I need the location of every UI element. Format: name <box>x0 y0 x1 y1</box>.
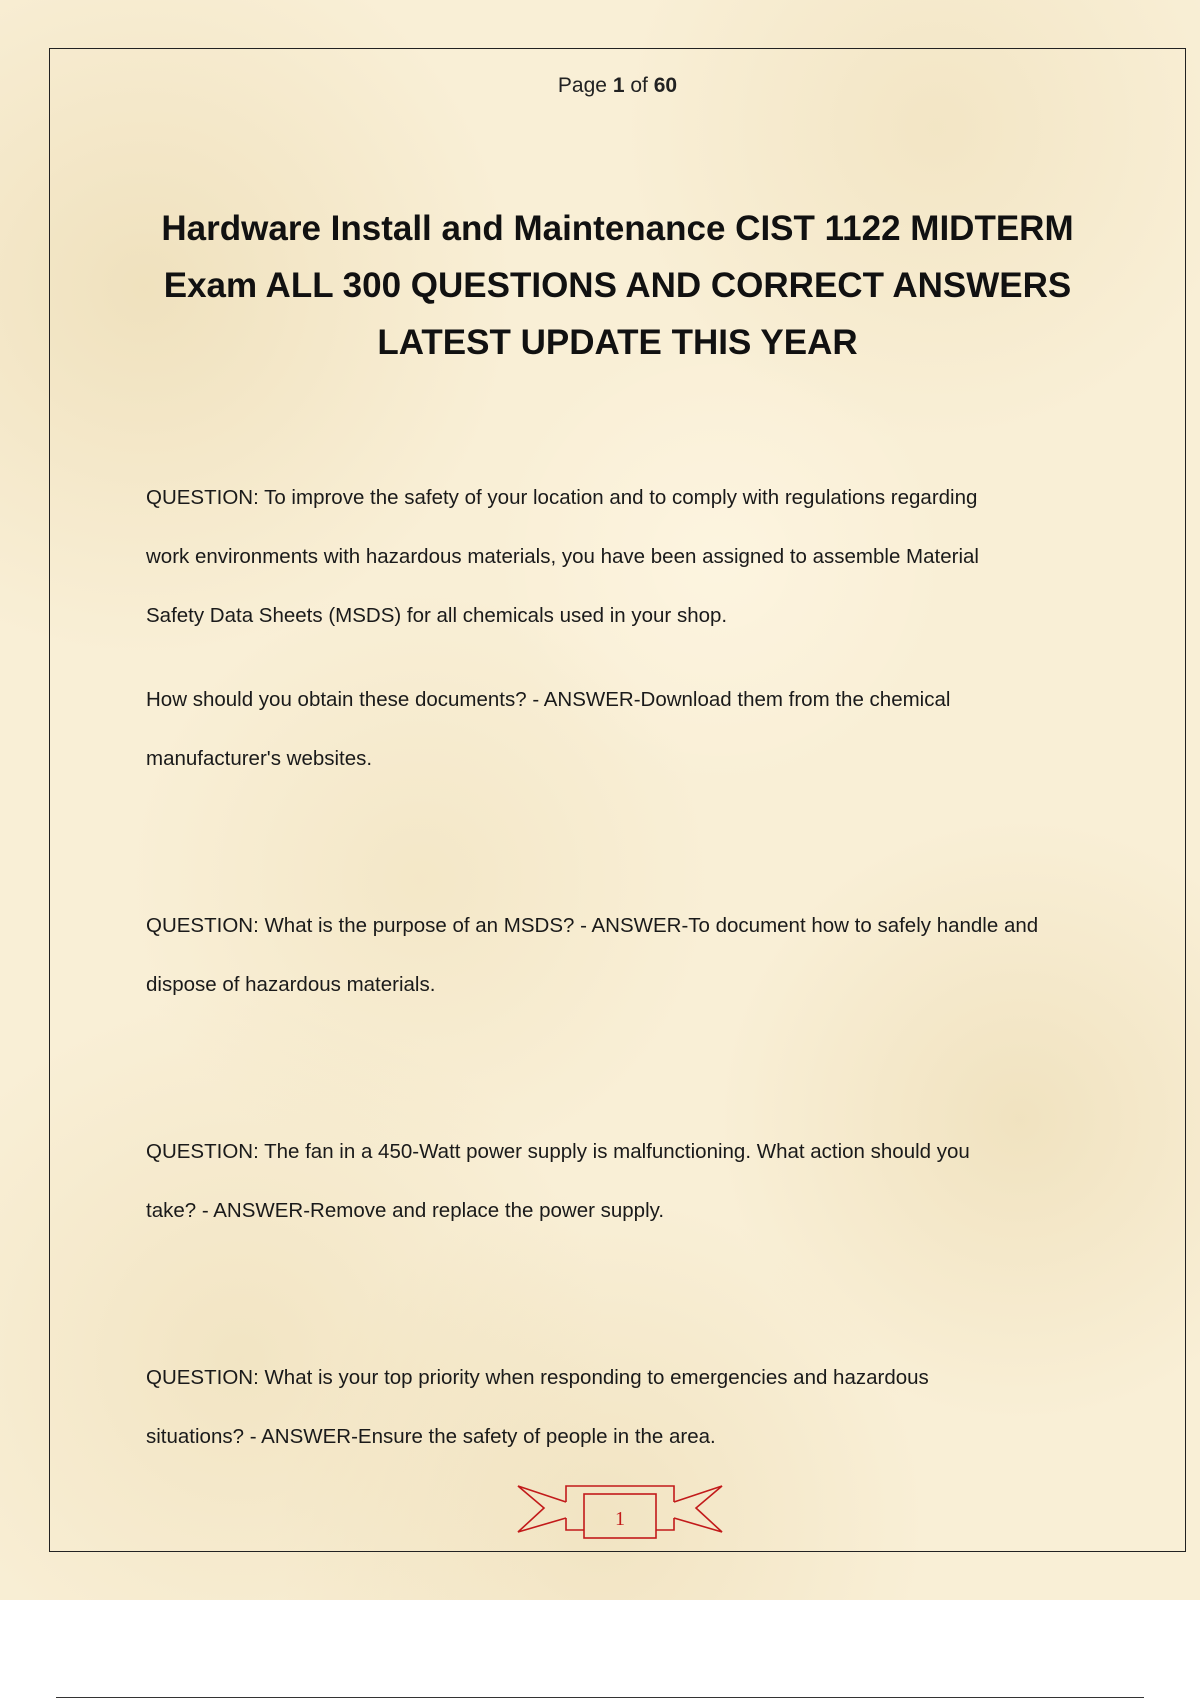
ribbon-page-number: 1 <box>615 1508 625 1530</box>
page-prefix: Page <box>557 74 607 97</box>
page-total: 60 <box>653 74 678 97</box>
qa-line: QUESTION: What is the purpose of an MSDS? - ANSWER-To document how to safely handle and <box>146 914 1039 937</box>
answer-block-1 <box>146 670 1096 788</box>
qa-line: situations? - ANSWER-Ensure the safety of people in the area. <box>146 1425 716 1448</box>
document-title <box>120 200 1115 371</box>
qa-line: QUESTION: The fan in a 450-Watt power supply is malfunctioning. What action should you <box>146 1140 970 1163</box>
ribbon-right-tail <box>674 1486 722 1532</box>
ribbon-left-tail <box>518 1486 566 1532</box>
qa-line: work environments with hazardous materials, you have been assigned to assemble Material <box>146 545 979 568</box>
question-block-4 <box>146 1348 1096 1466</box>
qa-line: How should you obtain these documents? - ANSWER-Download them from the chemical <box>146 688 951 711</box>
qa-line: take? - ANSWER-Remove and replace the power supply. <box>146 1199 665 1222</box>
bottom-divider <box>56 1697 1144 1698</box>
page-current: 1 <box>612 74 625 97</box>
qa-line: QUESTION: What is your top priority when responding to emergencies and hazardous <box>146 1366 929 1389</box>
title-line-3: LATEST UPDATE THIS YEAR <box>377 323 858 362</box>
qa-line: QUESTION: To improve the safety of your location and to comply with regulations regarding <box>146 486 978 509</box>
title-line-1: Hardware Install and Maintenance CIST 1122 MIDTERM <box>161 209 1074 248</box>
qa-line: Safety Data Sheets (MSDS) for all chemicals used in your shop. <box>146 604 728 627</box>
qa-line: dispose of hazardous materials. <box>146 973 436 996</box>
question-block-3 <box>146 1122 1096 1240</box>
page-of: of <box>630 74 648 97</box>
question-block-2 <box>146 896 1096 1014</box>
qa-line: manufacturer's websites. <box>146 747 373 770</box>
page-indicator <box>0 74 1200 98</box>
title-line-2: Exam ALL 300 QUESTIONS AND CORRECT ANSWERS <box>163 266 1072 305</box>
question-block-1 <box>146 468 1096 645</box>
